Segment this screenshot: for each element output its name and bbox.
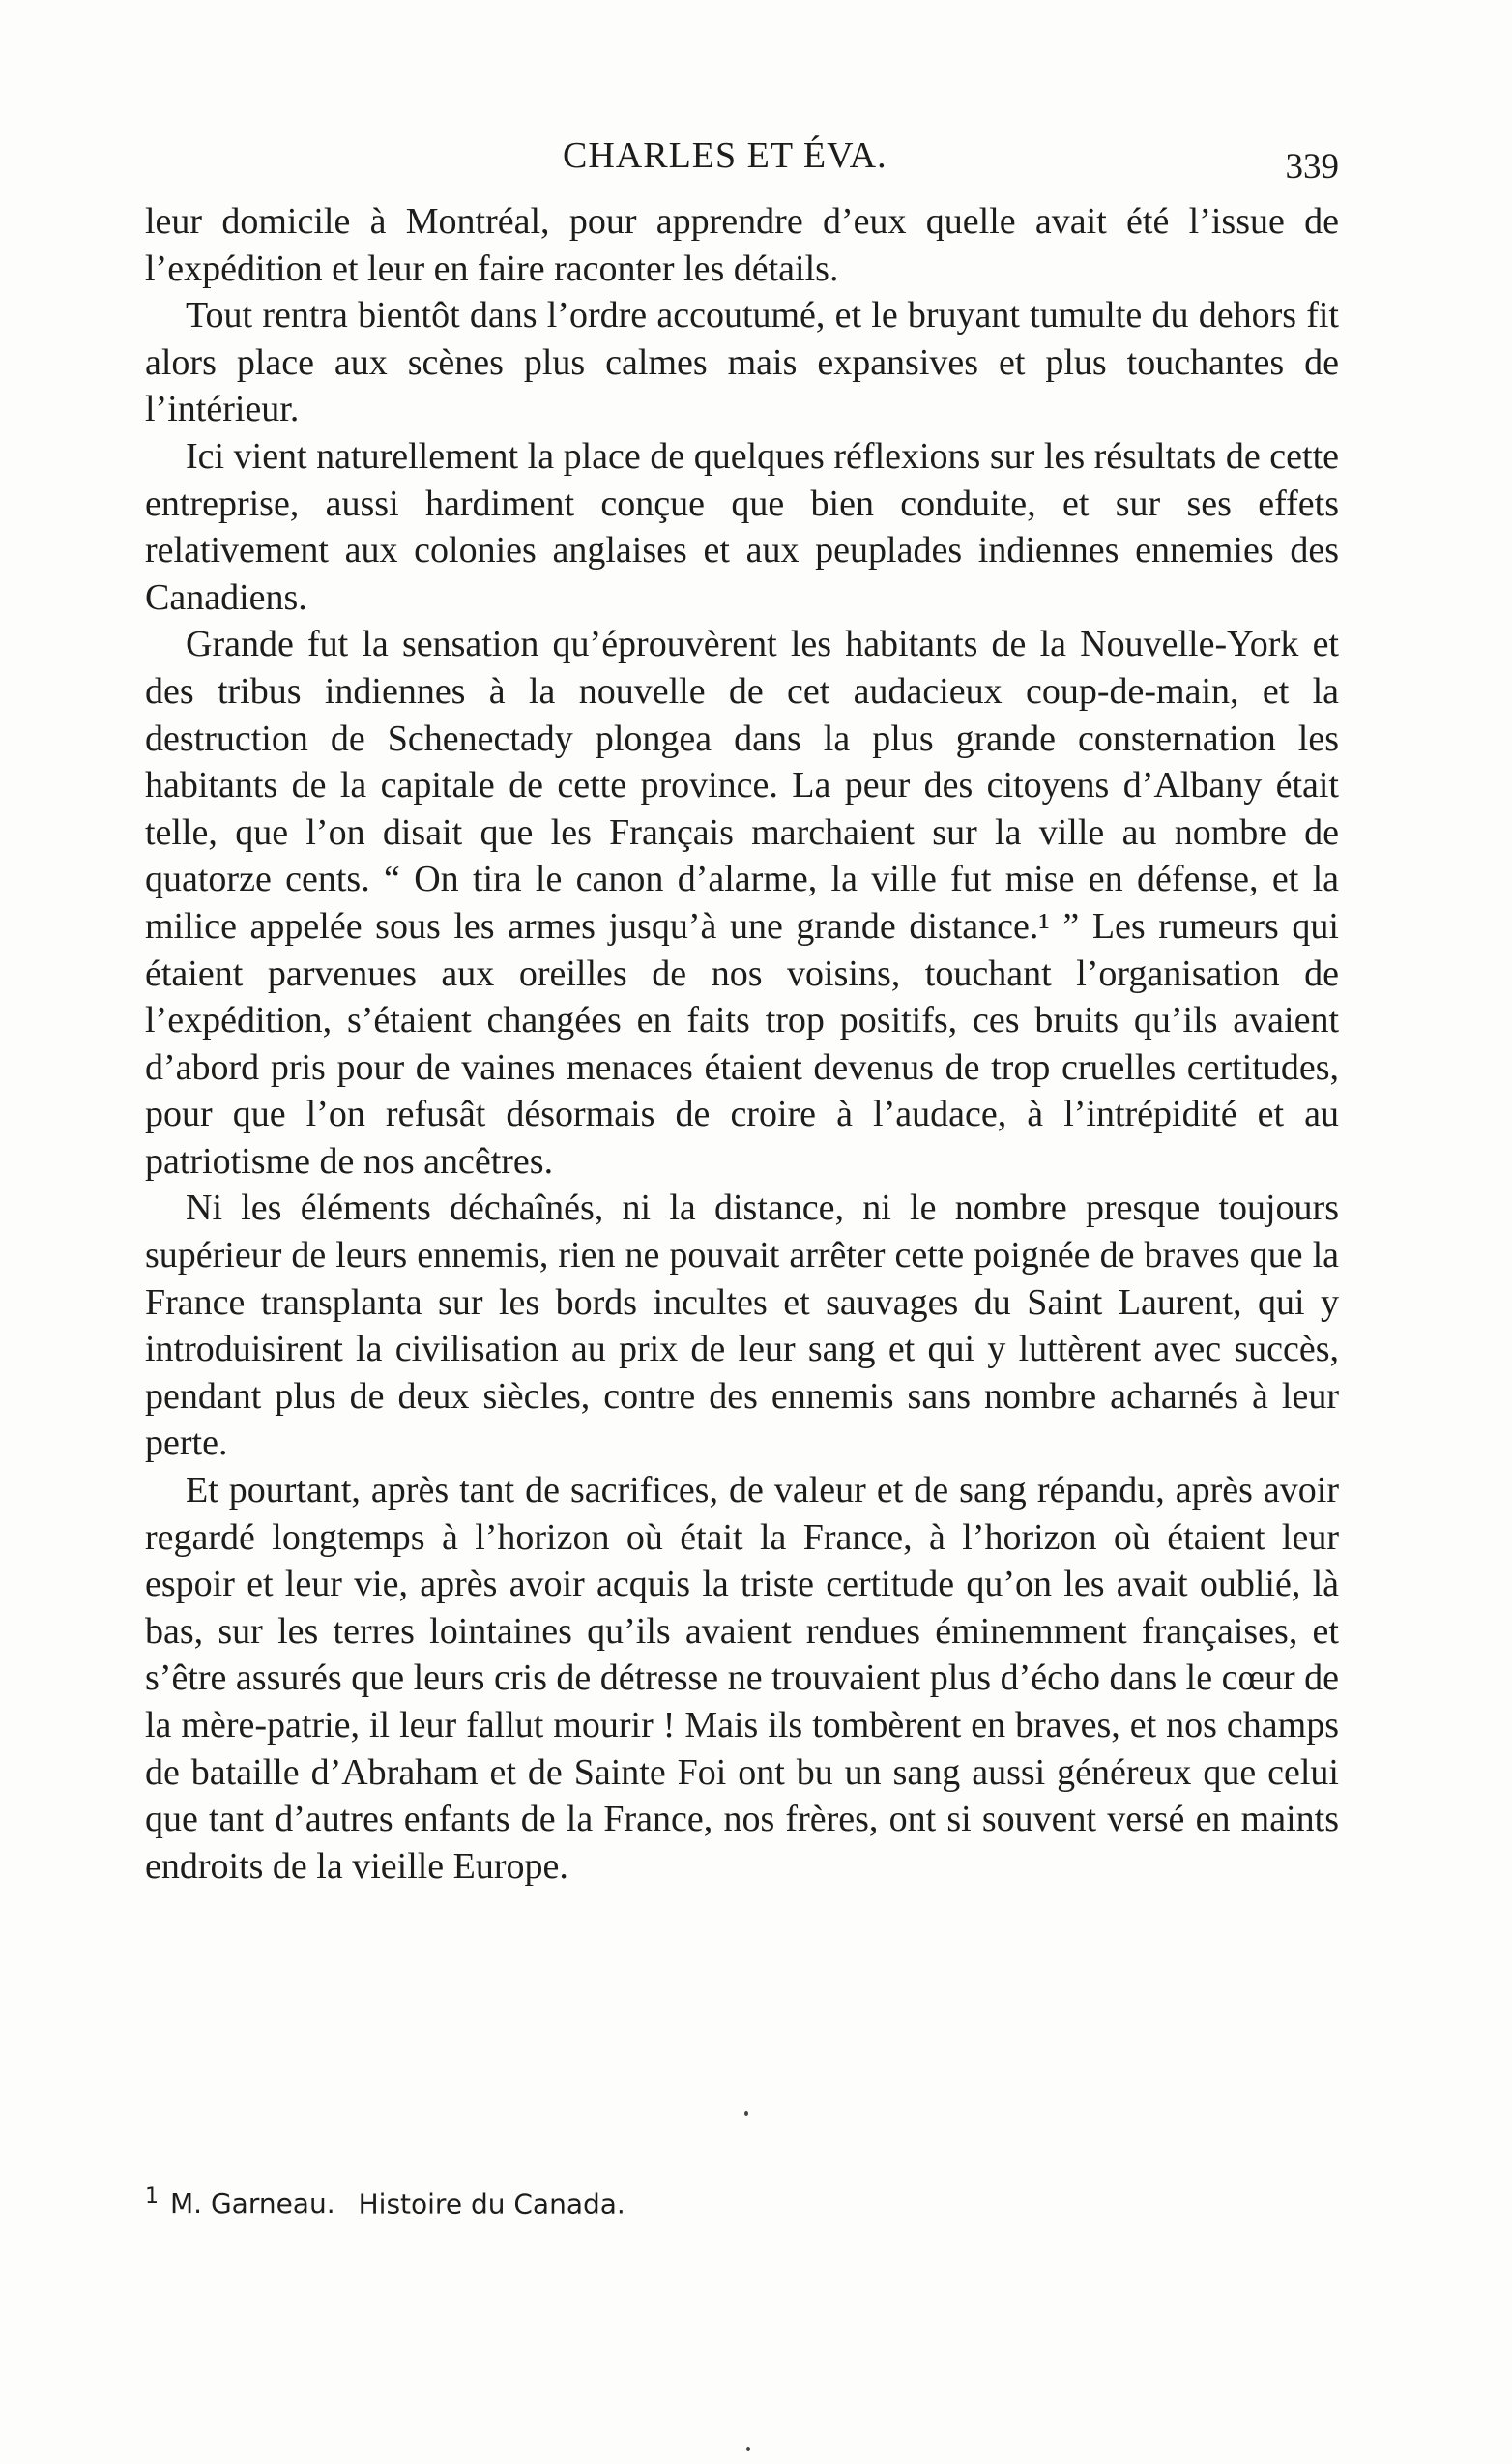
paragraph-6: Et pourtant, après tant de sacrifices, de valeur et de sang répandu, après avoir regardé longtemps à l’horizon où était la France, à l’horizon où étaient leur espoir et leur vie, après avoir acquis la triste certitude qu’on les avait oublié, là bas, sur les terres lointaines qu’ils avaient rendues éminemment françaises, et s’être assurés que leurs cris de détresse ne trouvaient plus d’écho dans le cœur de la mère-patrie, il leur fallut mourir ! Mais ils tombèrent en braves, et nos champs de bataille d’Abraham et de Sainte Foi ont bu un sang aussi généreux que celui que tant d’autres enfants de la France, nos frères, ont si souvent versé en maints endroits de la vieille Europe. xyxy=(145,1470,1339,1887)
paragraph-1: leur domicile à Montréal, pour apprendre d’eux quelle avait été l’issue de l’expédition et leur en faire raconter les détails. xyxy=(145,201,1339,289)
print-speck xyxy=(746,2447,750,2451)
footnote xyxy=(145,2178,1339,2223)
page-header xyxy=(145,131,1339,198)
page-number: 339 xyxy=(1285,147,1339,187)
paragraph-5: Ni les éléments déchaînés, ni la distance, ni le nombre presque toujours supérieur de leurs ennemis, rien ne pouvait arrêter cette poignée de braves que la France transplanta sur les bords incultes et sauvages du Saint Laurent, qui y introduisirent la civilisation au prix de leur sang et qui y luttèrent avec succès, pendant plus de deux siècles, contre des ennemis sans nombre acharnés à leur perte. xyxy=(145,1188,1339,1464)
paragraph-2: Tout rentra bientôt dans l’ordre accoutumé, et le bruyant tumulte du dehors fit alors place aux scènes plus calmes mais expansives et plus touchantes de l’intérieur. xyxy=(145,295,1339,430)
paragraph-4: Grande fut la sensation qu’éprouvèrent les habitants de la Nouvelle-York et des tribus indiennes à la nouvelle de cet audacieux coup-de-main, et la destruction de Schenectady plongea dans la plus grande consternation les habitants de la capitale de cette province. La peur des citoyens d’Albany était telle, que l’on disait que les Français marchaient sur la ville au nombre de quatorze cents. “ On tira le canon d’alarme, la ville fut mise en défense, et la milice appelée sous les armes jusqu’à une grande distance.¹ ” Les rumeurs qui étaient parvenues aux oreilles de nos voisins, touchant l’organisation de l’expédition, s’étaient changées en faits trop positifs, ces bruits qu’ils avaient d’abord pris pour de vaines menaces étaient devenus de trop cruelles certitudes, pour que l’on refusât désormais de croire à l’audace, à l’intrépidité et au patriotisme de nos ancêtres. xyxy=(145,624,1339,1182)
footnote-marker: 1 xyxy=(145,2185,159,2209)
print-speck xyxy=(744,2111,748,2116)
paragraph-3: Ici vient naturellement la place de quelques réflexions sur les résultats de cette entreprise, aussi hardiment conçue que bien conduite, et sur ses effets relativement aux colonies anglaises et aux peuplades indiennes ennemies des Canadiens. xyxy=(145,435,1339,618)
body-text xyxy=(145,198,1339,1890)
running-title: CHARLES ET ÉVA. xyxy=(563,135,887,176)
footnote-author: M. Garneau. xyxy=(170,2187,335,2220)
footnote-work: Histoire du Canada. xyxy=(358,2187,625,2220)
